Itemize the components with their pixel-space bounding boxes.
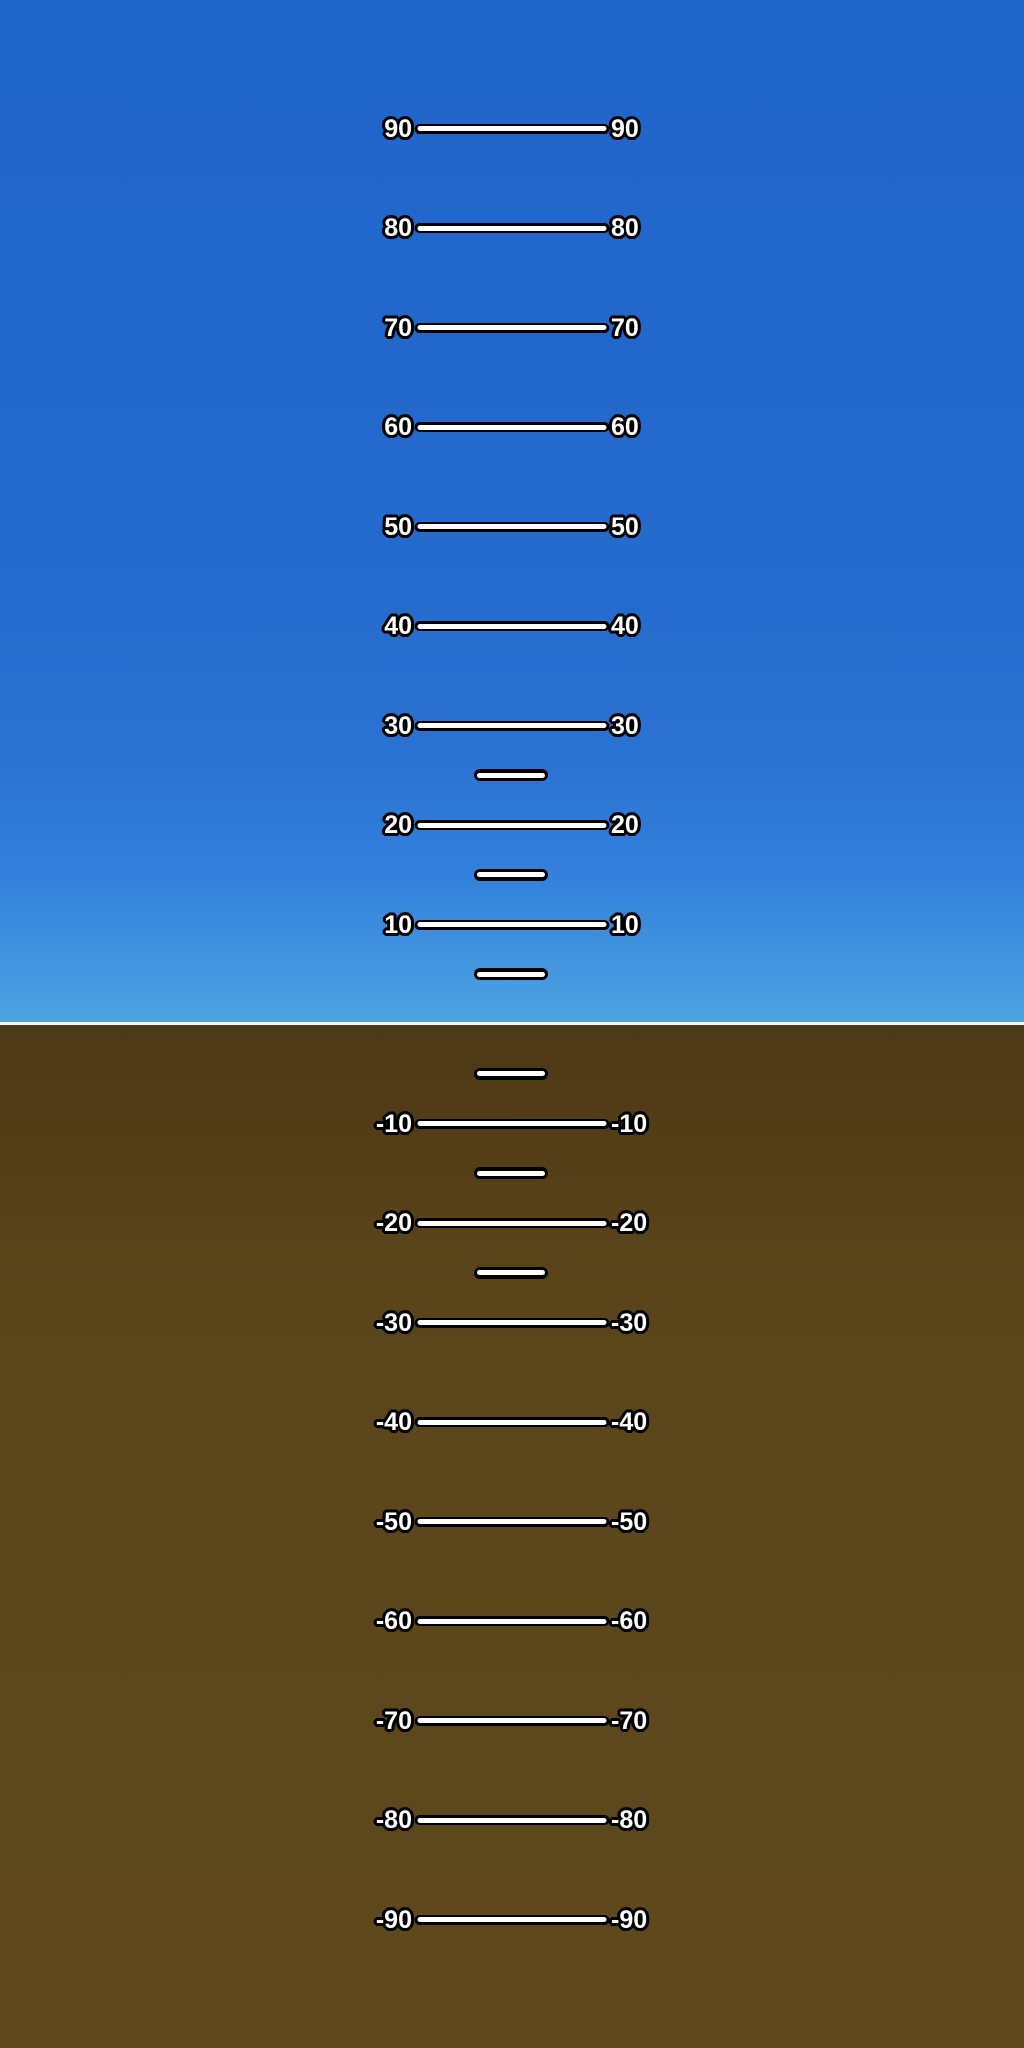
pitch-line [414,1815,609,1825]
pitch-label-right: 10 [611,910,639,939]
minor-pitch-tick [474,1167,548,1179]
pitch-line [414,124,609,134]
pitch-label-left: -40 [375,1408,412,1436]
pitch-label-right: -90 [611,1905,648,1934]
pitch-line [414,1218,609,1228]
pitch-label-left: -70 [375,1706,412,1735]
pitch-line [414,1915,609,1925]
pitch-label-left: 10 [384,910,412,939]
pitch-label-right: 30 [611,711,639,740]
pitch-line [414,522,609,532]
minor-pitch-tick [474,968,548,980]
pitch-line-row [350,1407,673,1437]
pitch-line-row [350,1208,673,1238]
pitch-line-row [350,1507,673,1537]
pitch-line [414,820,609,830]
pitch-label-right: -70 [611,1706,648,1735]
pitch-label-left: 60 [384,413,412,441]
pitch-line [414,1318,609,1328]
pitch-line-row [350,412,673,442]
pitch-label-right: 70 [611,313,639,342]
pitch-line-row [350,1109,673,1139]
pitch-line-row [350,1805,673,1835]
pitch-line-row [350,512,673,542]
pitch-label-left: 40 [384,612,412,640]
pitch-label-right: 20 [611,811,639,839]
pitch-label-right: 40 [611,612,639,640]
pitch-label-right: -20 [611,1209,648,1237]
pitch-line-row [350,1706,673,1736]
pitch-line [414,323,609,333]
pitch-label-left: 70 [384,313,412,342]
pitch-label-left: -90 [375,1905,412,1934]
pitch-line [414,1616,609,1626]
pitch-line-row [350,213,673,243]
pitch-line [414,721,609,731]
pitch-label-left: -10 [375,1109,412,1138]
pitch-label-left: 50 [384,512,412,541]
pitch-line-row [350,1308,673,1338]
pitch-label-left: 80 [384,214,412,242]
minor-pitch-tick [474,769,548,781]
pitch-label-right: -10 [611,1109,648,1138]
pitch-label-right: 90 [611,114,639,143]
pitch-line [414,1517,609,1527]
pitch-label-right: 60 [611,413,639,441]
pitch-line [414,223,609,233]
pitch-line [414,920,609,930]
pitch-line [414,1119,609,1129]
minor-pitch-tick [474,1068,548,1080]
pitch-line-row [350,1905,673,1935]
pitch-line-row [350,313,673,343]
pitch-label-right: -50 [611,1507,648,1536]
pitch-line-row [350,114,673,144]
pitch-line-row [350,611,673,641]
pitch-label-right: -40 [611,1408,648,1436]
pitch-line-row [350,711,673,741]
pitch-line [414,422,609,432]
pitch-label-left: 30 [384,711,412,740]
pitch-label-right: -60 [611,1607,648,1635]
pitch-label-right: 50 [611,512,639,541]
pitch-label-left: -60 [375,1607,412,1635]
pitch-line [414,621,609,631]
pitch-label-right: 80 [611,214,639,242]
minor-pitch-tick [474,1267,548,1279]
pitch-label-left: 20 [384,811,412,839]
pitch-label-left: -80 [375,1806,412,1834]
pitch-line [414,1417,609,1427]
pitch-label-left: -50 [375,1507,412,1536]
pitch-label-right: -80 [611,1806,648,1834]
pitch-label-right: -30 [611,1308,648,1337]
pitch-line-row [350,1606,673,1636]
pitch-label-left: 90 [384,114,412,143]
pitch-line-row [350,810,673,840]
pitch-line-row [350,910,673,940]
minor-pitch-tick [474,869,548,881]
pitch-label-left: -30 [375,1308,412,1337]
pitch-line [414,1716,609,1726]
pitch-label-left: -20 [375,1209,412,1237]
